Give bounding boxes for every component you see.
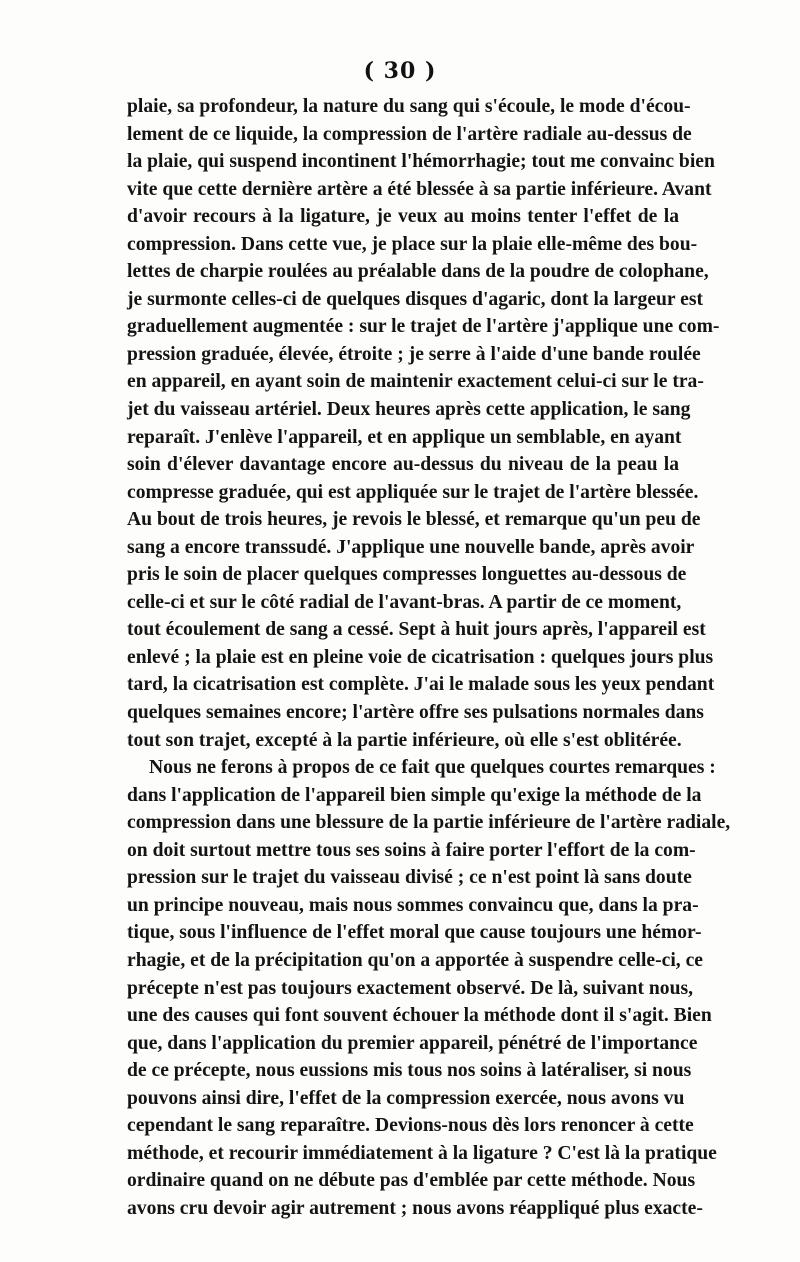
text-line: celle-ci et sur le côté radial de l'avant-bras. A partir de ce moment, (127, 591, 682, 613)
text-line: plaie, sa profondeur, la nature du sang qui s'écoule, le mode d'écou- (127, 96, 691, 117)
text-line: compression dans une blessure de la partie inférieure de l'artère radiale, (127, 812, 731, 834)
text-line: graduellement augmentée : sur le trajet de l'artère j'applique une com- (127, 316, 720, 338)
text-line: enlevé ; la plaie est en pleine voie de cicatrisation : quelques jours plus (127, 646, 714, 668)
text-line: précepte n'est pas toujours exactement observé. De là, suivant nous, (127, 977, 693, 999)
text-line: tout écoulement de sang a cessé. Sept à huit jours après, l'appareil est (127, 619, 706, 641)
text-line: quelques semaines encore; l'artère offre ses pulsations normales dans (127, 702, 704, 724)
text-line: en appareil, en ayant soin de maintenir exactement celui-ci sur le tra- (127, 371, 704, 393)
paragraph-2 (127, 754, 731, 1222)
text-line: ordinaire quand on ne débute pas d'emblée par cette méthode. Nous (127, 1170, 696, 1192)
text-line: pression graduée, élevée, étroite ; je serre à l'aide d'une bande roulée (127, 343, 701, 365)
text-line: dans l'application de l'appareil bien simple qu'exige la méthode de la (127, 784, 702, 806)
text-line: Nous ne ferons à propos de ce fait que quelques courtes remarques : (149, 757, 716, 779)
text-line: une des causes qui font souvent échouer la méthode dont il s'agit. Bien (127, 1005, 712, 1027)
text-line: méthode, et recourir immédiatement à la ligature ? C'est là la pratique (127, 1142, 717, 1164)
text-line: compresse graduée, qui est appliquée sur le trajet de l'artère blessée. (127, 481, 699, 503)
text-line: tique, sous l'influence de l'effet moral que cause toujours une hémor- (127, 922, 702, 944)
text-line: un principe nouveau, mais nous sommes convaincu que, dans la pra- (127, 894, 699, 916)
text-line: lettes de charpie roulées au préalable dans de la poudre de colophane, (127, 261, 709, 283)
text-line: jet du vaisseau artériel. Deux heures après cette application, le sang (127, 399, 691, 421)
text-line: d'avoir recours à la ligature, je veux au moins tenter l'effet de la (127, 206, 679, 228)
text-line: sang a encore transsudé. J'applique une nouvelle bande, après avoir (127, 536, 695, 558)
text-line: cependant le sang reparaître. Devions-nous dès lors renoncer à cette (127, 1115, 694, 1137)
text-line: pouvons ainsi dire, l'effet de la compression exercée, nous avons vu (127, 1087, 685, 1109)
text-line: tard, la cicatrisation est complète. J'ai le malade sous les yeux pendant (127, 674, 715, 696)
text-line: de ce précepte, nous eussions mis tous nos soins à latéraliser, si nous (127, 1060, 692, 1082)
text-line: avons cru devoir agir autrement ; nous avons réappliqué plus exacte- (127, 1197, 703, 1219)
text-line: pris le soin de placer quelques compresses longuettes au-dessous de (127, 564, 687, 586)
text-line: pression sur le trajet du vaisseau divisé ; ce n'est point là sans doute (127, 867, 692, 889)
text-line: rhagie, et de la précipitation qu'on a apportée à suspendre celle-ci, ce (127, 949, 703, 971)
text-line: on doit surtout mettre tous ses soins à faire porter l'effort de la com- (127, 839, 696, 861)
text-line: tout son trajet, excepté à la partie inférieure, où elle s'est oblitérée. (127, 729, 682, 751)
text-line: que, dans l'application du premier appareil, pénétré de l'importance (127, 1032, 698, 1054)
text-line: je surmonte celles-ci de quelques disques d'agaric, dont la largeur est (127, 288, 703, 310)
body-text (127, 93, 731, 1222)
text-line: reparaît. J'enlève l'appareil, et en applique un semblable, en ayant (127, 426, 682, 448)
text-line: compression. Dans cette vue, je place sur la plaie elle-même des bou- (127, 233, 698, 255)
paragraph-1 (127, 93, 720, 754)
text-line: la plaie, qui suspend incontinent l'hémorrhagie; tout me convainc bien (127, 151, 715, 173)
page-number: ( 30 ) (363, 58, 437, 84)
text-line: soin d'élever davantage encore au-dessus du niveau de la peau la (127, 454, 679, 476)
text-line: lement de ce liquide, la compression de l'artère radiale au-dessus de (127, 123, 692, 145)
text-line: Au bout de trois heures, je revois le blessé, et remarque qu'un peu de (127, 509, 701, 531)
text-line: vite que cette dernière artère a été blessée à sa partie inférieure. Avant (127, 178, 712, 200)
